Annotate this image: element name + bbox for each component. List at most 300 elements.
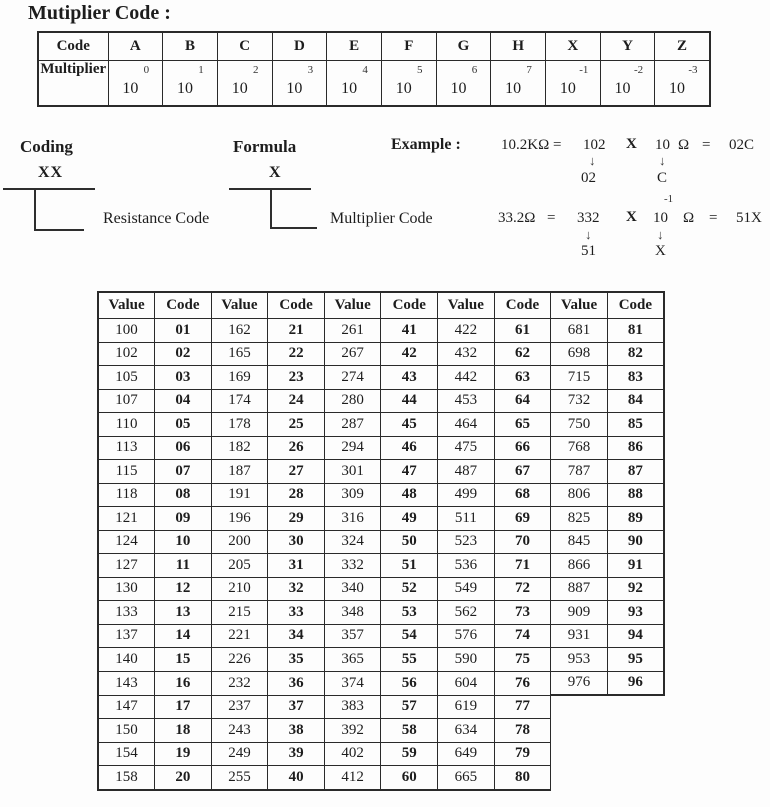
value-cell: 604 [438, 671, 495, 695]
code-cell: 85 [607, 413, 664, 437]
code-row-header: Code [38, 32, 108, 61]
code-cell: 46 [381, 436, 438, 460]
value-cell: 365 [324, 648, 381, 672]
code-cell: 93 [607, 601, 664, 625]
code-cell: 01 [155, 319, 212, 343]
multiplier-value-row [38, 61, 710, 107]
code-cell: 10 [155, 530, 212, 554]
code-cell: 26 [268, 436, 325, 460]
code-column-header: Code [607, 292, 664, 319]
value-cell: 511 [438, 507, 495, 531]
code-cell: 68 [494, 483, 551, 507]
value-cell: 169 [211, 366, 268, 390]
code-cell: 49 [381, 507, 438, 531]
value-column-header: Value [98, 292, 155, 319]
value-code-row [98, 648, 664, 672]
formula-symbol: X [269, 164, 282, 181]
value-cell: 590 [438, 648, 495, 672]
value-cell: 806 [551, 483, 608, 507]
value-cell: 422 [438, 319, 495, 343]
value-cell: 453 [438, 389, 495, 413]
multiplier-code-letter: H [491, 32, 546, 61]
power-exponent: 1 [198, 64, 204, 76]
value-cell: 121 [98, 507, 155, 531]
value-cell: 845 [551, 530, 608, 554]
value-cell: 127 [98, 554, 155, 578]
value-code-row [98, 719, 664, 743]
value-code-row [98, 319, 664, 343]
value-cell: 102 [98, 342, 155, 366]
value-cell: 487 [438, 460, 495, 484]
value-cell: 196 [211, 507, 268, 531]
value-code-row [98, 766, 664, 790]
value-code-row [98, 483, 664, 507]
power-base: 10 [450, 80, 467, 97]
value-cell: 562 [438, 601, 495, 625]
code-cell: 87 [607, 460, 664, 484]
value-cell: 154 [98, 742, 155, 766]
value-cell: 392 [324, 719, 381, 743]
code-cell: 58 [381, 719, 438, 743]
code-cell: 69 [494, 507, 551, 531]
example2-mantissa: 332 [577, 210, 600, 226]
value-cell: 110 [98, 413, 155, 437]
value-cell: 348 [324, 601, 381, 625]
page-title: Mutiplier Code : [28, 2, 171, 24]
formula-connector-horizontal [270, 227, 317, 229]
value-cell: 187 [211, 460, 268, 484]
code-column-header: Code [268, 292, 325, 319]
value-cell: 243 [211, 719, 268, 743]
example2-mantissa-arrow-icon: ↓ [585, 227, 592, 242]
code-cell: 09 [155, 507, 212, 531]
code-cell: 71 [494, 554, 551, 578]
code-cell: 15 [155, 648, 212, 672]
multiplier-code-letter: X [546, 32, 601, 61]
empty-cell [607, 742, 664, 766]
code-cell: 44 [381, 389, 438, 413]
code-cell: 82 [607, 342, 664, 366]
code-cell: 27 [268, 460, 325, 484]
power-exponent: -3 [688, 64, 698, 76]
code-cell: 14 [155, 624, 212, 648]
value-cell: 115 [98, 460, 155, 484]
value-cell: 383 [324, 695, 381, 719]
coding-connector-vertical [34, 188, 36, 231]
value-code-table [97, 291, 665, 791]
value-cell: 374 [324, 671, 381, 695]
code-cell: 62 [494, 342, 551, 366]
value-code-row [98, 601, 664, 625]
value-cell: 442 [438, 366, 495, 390]
value-cell: 261 [324, 319, 381, 343]
empty-cell [551, 695, 608, 719]
value-cell: 768 [551, 436, 608, 460]
value-cell: 107 [98, 389, 155, 413]
example1-equals-sign: = [702, 137, 711, 153]
value-cell: 174 [211, 389, 268, 413]
multiplier-code-letter: G [436, 32, 491, 61]
value-cell: 953 [551, 648, 608, 672]
code-cell: 65 [494, 413, 551, 437]
code-cell: 56 [381, 671, 438, 695]
code-cell: 52 [381, 577, 438, 601]
example2-equals-sign: = [709, 210, 718, 226]
value-cell: 140 [98, 648, 155, 672]
example1-base-arrow-icon: ↓ [659, 153, 666, 168]
multiplier-code-letter: Y [600, 32, 655, 61]
empty-cell [551, 766, 608, 790]
code-cell: 89 [607, 507, 664, 531]
example1-lhs: 10.2KΩ = [501, 137, 562, 153]
value-cell: 294 [324, 436, 381, 460]
example2-times-sign: X [626, 209, 637, 225]
multiplier-code-letter: Z [655, 32, 710, 61]
value-cell: 165 [211, 342, 268, 366]
code-cell: 41 [381, 319, 438, 343]
value-cell: 576 [438, 624, 495, 648]
code-cell: 37 [268, 695, 325, 719]
code-cell: 91 [607, 554, 664, 578]
value-cell: 909 [551, 601, 608, 625]
code-cell: 06 [155, 436, 212, 460]
code-cell: 66 [494, 436, 551, 460]
code-column-header: Code [155, 292, 212, 319]
value-cell: 887 [551, 577, 608, 601]
value-cell: 124 [98, 530, 155, 554]
resistance-code-label: Resistance Code [103, 210, 210, 227]
value-cell: 619 [438, 695, 495, 719]
code-cell: 39 [268, 742, 325, 766]
value-cell: 287 [324, 413, 381, 437]
value-cell: 787 [551, 460, 608, 484]
value-cell: 221 [211, 624, 268, 648]
value-cell: 825 [551, 507, 608, 531]
value-cell: 412 [324, 766, 381, 790]
code-column-header: Code [494, 292, 551, 319]
code-cell: 90 [607, 530, 664, 554]
value-cell: 698 [551, 342, 608, 366]
multiplier-code-letter: C [217, 32, 272, 61]
value-cell: 255 [211, 766, 268, 790]
code-cell: 19 [155, 742, 212, 766]
code-cell: 59 [381, 742, 438, 766]
value-cell: 274 [324, 366, 381, 390]
value-cell: 332 [324, 554, 381, 578]
value-column-header: Value [324, 292, 381, 319]
example2-unit: Ω [683, 210, 695, 226]
code-cell: 30 [268, 530, 325, 554]
code-cell: 78 [494, 719, 551, 743]
code-cell: 73 [494, 601, 551, 625]
value-cell: 249 [211, 742, 268, 766]
example2-base-arrow-icon: ↓ [657, 227, 664, 242]
power-exponent: -1 [579, 64, 589, 76]
code-cell: 02 [155, 342, 212, 366]
code-cell: 45 [381, 413, 438, 437]
coding-heading: Coding [20, 137, 73, 156]
value-code-row [98, 342, 664, 366]
value-column-header: Value [438, 292, 495, 319]
multiplier-code-letter: B [163, 32, 218, 61]
value-column-header: Value [551, 292, 608, 319]
value-cell: 133 [98, 601, 155, 625]
empty-cell [607, 695, 664, 719]
code-cell: 43 [381, 366, 438, 390]
value-cell: 499 [438, 483, 495, 507]
value-code-row [98, 507, 664, 531]
example-heading: Example : [391, 136, 461, 153]
value-cell: 178 [211, 413, 268, 437]
value-code-row [98, 413, 664, 437]
value-code-row [98, 695, 664, 719]
code-cell: 05 [155, 413, 212, 437]
code-cell: 54 [381, 624, 438, 648]
code-cell: 33 [268, 601, 325, 625]
example1-unit: Ω [678, 137, 690, 153]
value-cell: 118 [98, 483, 155, 507]
value-cell: 976 [551, 671, 608, 695]
value-cell: 866 [551, 554, 608, 578]
value-cell: 750 [551, 413, 608, 437]
code-cell: 51 [381, 554, 438, 578]
value-cell: 158 [98, 766, 155, 790]
value-cell: 205 [211, 554, 268, 578]
formula-heading: Formula [233, 137, 297, 156]
power-exponent: -2 [633, 64, 644, 76]
value-cell: 267 [324, 342, 381, 366]
code-cell: 13 [155, 601, 212, 625]
code-cell: 07 [155, 460, 212, 484]
value-cell: 432 [438, 342, 495, 366]
example1-base: 10 [655, 137, 670, 153]
code-cell: 20 [155, 766, 212, 790]
value-cell: 130 [98, 577, 155, 601]
coding-symbol: XX [38, 164, 64, 181]
example1-multiplier-code: C [657, 170, 668, 186]
code-cell: 22 [268, 342, 325, 366]
value-cell: 549 [438, 577, 495, 601]
code-cell: 11 [155, 554, 212, 578]
code-cell: 70 [494, 530, 551, 554]
value-cell: 191 [211, 483, 268, 507]
code-cell: 12 [155, 577, 212, 601]
code-cell: 31 [268, 554, 325, 578]
code-cell: 50 [381, 530, 438, 554]
power-exponent: 5 [417, 64, 423, 76]
code-cell: 35 [268, 648, 325, 672]
value-cell: 100 [98, 319, 155, 343]
value-code-row [98, 436, 664, 460]
value-cell: 150 [98, 719, 155, 743]
power-base: 10 [559, 80, 576, 97]
value-cell: 105 [98, 366, 155, 390]
value-code-row [98, 460, 664, 484]
value-cell: 309 [324, 483, 381, 507]
value-cell: 324 [324, 530, 381, 554]
value-cell: 143 [98, 671, 155, 695]
code-cell: 72 [494, 577, 551, 601]
power-exponent: 6 [471, 64, 478, 76]
value-cell: 715 [551, 366, 608, 390]
value-cell: 147 [98, 695, 155, 719]
empty-cell [607, 719, 664, 743]
code-cell: 53 [381, 601, 438, 625]
multiplier-code-letter: D [272, 32, 327, 61]
example1-mantissa: 102 [583, 137, 606, 153]
example2-result: 51X [736, 210, 762, 226]
value-cell: 732 [551, 389, 608, 413]
code-cell: 55 [381, 648, 438, 672]
value-cell: 681 [551, 319, 608, 343]
value-cell: 475 [438, 436, 495, 460]
code-cell: 60 [381, 766, 438, 790]
power-base: 10 [668, 80, 685, 97]
code-cell: 84 [607, 389, 664, 413]
value-cell: 464 [438, 413, 495, 437]
value-cell: 215 [211, 601, 268, 625]
code-cell: 08 [155, 483, 212, 507]
example1-mantissa-code: 02 [581, 170, 596, 186]
code-column-header: Code [381, 292, 438, 319]
code-cell: 61 [494, 319, 551, 343]
multiplier-code-letter: E [327, 32, 382, 61]
multiplier-code-label: Multiplier Code [330, 210, 433, 227]
code-cell: 40 [268, 766, 325, 790]
power-base: 10 [395, 80, 412, 97]
power-base: 10 [341, 80, 358, 97]
value-code-row [98, 671, 664, 695]
example2-equals-lhs: = [547, 210, 556, 226]
code-cell: 28 [268, 483, 325, 507]
value-code-row [98, 554, 664, 578]
example2-lhs: 33.2Ω [498, 210, 536, 226]
value-cell: 162 [211, 319, 268, 343]
code-cell: 94 [607, 624, 664, 648]
value-cell: 280 [324, 389, 381, 413]
example2-multiplier-code: X [655, 243, 666, 259]
value-cell: 113 [98, 436, 155, 460]
power-exponent: 0 [143, 64, 150, 76]
multiplier-code-header-row [38, 32, 710, 61]
code-cell: 17 [155, 695, 212, 719]
example2-exponent: -1 [664, 193, 674, 205]
code-cell: 64 [494, 389, 551, 413]
multiplier-row-header: Multiplier [38, 61, 108, 107]
code-cell: 57 [381, 695, 438, 719]
code-cell: 36 [268, 671, 325, 695]
value-cell: 402 [324, 742, 381, 766]
coding-underline [3, 188, 95, 190]
value-cell: 226 [211, 648, 268, 672]
code-cell: 18 [155, 719, 212, 743]
value-cell: 182 [211, 436, 268, 460]
value-code-row [98, 366, 664, 390]
code-cell: 79 [494, 742, 551, 766]
power-exponent: 2 [252, 64, 259, 76]
value-cell: 665 [438, 766, 495, 790]
code-cell: 95 [607, 648, 664, 672]
value-code-row [98, 530, 664, 554]
code-cell: 47 [381, 460, 438, 484]
code-cell: 80 [494, 766, 551, 790]
power-exponent: 7 [526, 64, 532, 76]
power-base: 10 [122, 80, 139, 97]
power-base: 10 [286, 80, 303, 97]
value-code-row [98, 624, 664, 648]
example1-mantissa-arrow-icon: ↓ [589, 153, 596, 168]
code-cell: 92 [607, 577, 664, 601]
value-code-row [98, 577, 664, 601]
value-cell: 137 [98, 624, 155, 648]
code-cell: 88 [607, 483, 664, 507]
code-cell: 75 [494, 648, 551, 672]
value-cell: 301 [324, 460, 381, 484]
code-cell: 21 [268, 319, 325, 343]
code-cell: 76 [494, 671, 551, 695]
value-column-header: Value [211, 292, 268, 319]
value-code-header-row [98, 292, 664, 319]
code-cell: 86 [607, 436, 664, 460]
value-cell: 931 [551, 624, 608, 648]
code-cell: 74 [494, 624, 551, 648]
coding-connector-horizontal [34, 229, 84, 231]
power-base: 10 [505, 80, 522, 97]
multiplier-code-table [37, 31, 711, 107]
multiplier-code-letter: A [108, 32, 163, 61]
value-cell: 634 [438, 719, 495, 743]
code-cell: 23 [268, 366, 325, 390]
code-cell: 32 [268, 577, 325, 601]
value-cell: 523 [438, 530, 495, 554]
value-cell: 237 [211, 695, 268, 719]
value-code-row [98, 389, 664, 413]
code-cell: 25 [268, 413, 325, 437]
code-cell: 16 [155, 671, 212, 695]
example2-base: 10 [653, 210, 668, 226]
value-code-row [98, 742, 664, 766]
code-cell: 96 [607, 671, 664, 695]
example2-mantissa-code: 51 [581, 243, 596, 259]
code-cell: 24 [268, 389, 325, 413]
code-cell: 63 [494, 366, 551, 390]
code-cell: 03 [155, 366, 212, 390]
empty-cell [551, 719, 608, 743]
code-cell: 38 [268, 719, 325, 743]
value-cell: 357 [324, 624, 381, 648]
example1-result: 02C [729, 137, 755, 153]
code-cell: 34 [268, 624, 325, 648]
code-cell: 81 [607, 319, 664, 343]
example1-times-sign: X [626, 136, 637, 152]
power-base: 10 [231, 80, 248, 97]
power-exponent: 4 [362, 64, 368, 76]
value-cell: 649 [438, 742, 495, 766]
multiplier-code-letter: F [381, 32, 436, 61]
value-cell: 536 [438, 554, 495, 578]
code-cell: 83 [607, 366, 664, 390]
power-base: 10 [177, 80, 194, 97]
formula-connector-vertical [270, 188, 272, 229]
empty-cell [607, 766, 664, 790]
code-cell: 67 [494, 460, 551, 484]
power-exponent: 3 [307, 64, 314, 76]
code-cell: 48 [381, 483, 438, 507]
value-cell: 340 [324, 577, 381, 601]
power-base: 10 [614, 80, 631, 97]
empty-cell [551, 742, 608, 766]
value-cell: 316 [324, 507, 381, 531]
